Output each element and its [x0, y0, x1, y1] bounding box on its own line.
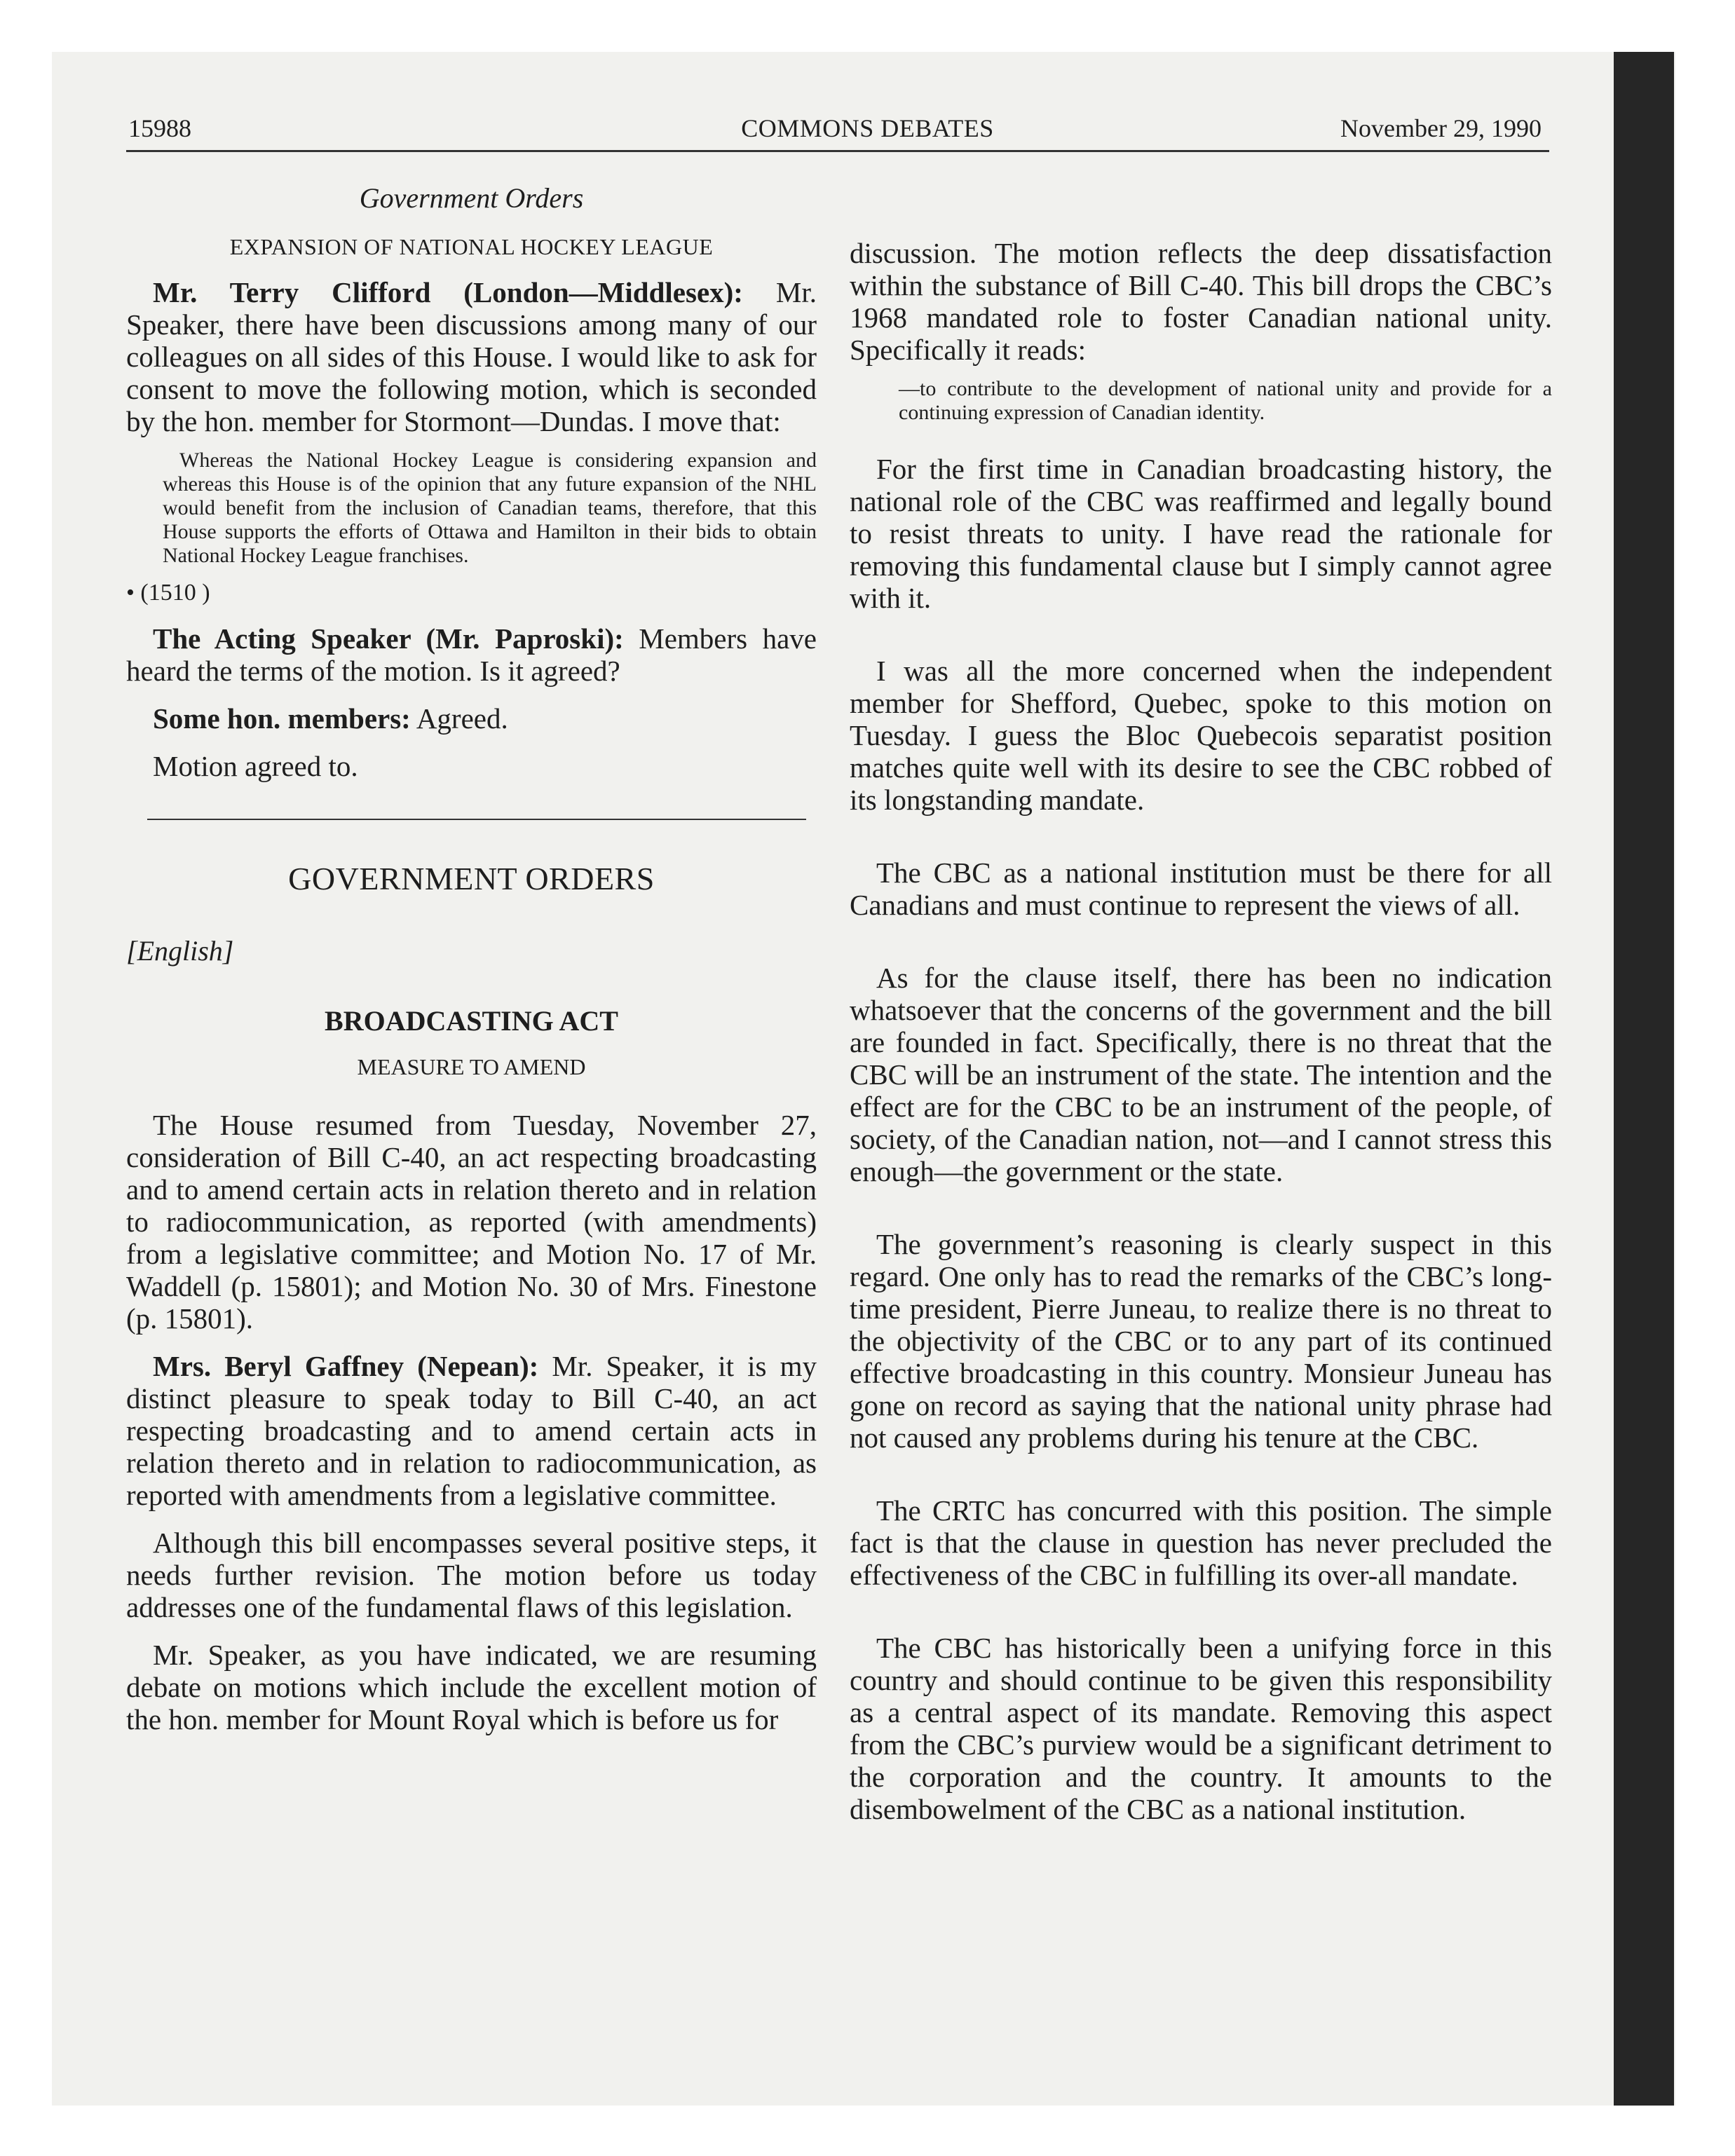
motion-result: Motion agreed to.	[153, 750, 358, 782]
speaker-name: Mr. Terry Clifford (London—Middlesex):	[153, 276, 743, 308]
scan-edge-bar	[1614, 52, 1674, 2106]
publication-title: COMMONS DEBATES	[741, 114, 994, 142]
paragraph-clause: As for the clause itself, there has been no indication whatsoever that the concerns of the government and the bill are founded in fact. Specifically, there is no threat that the CBC will be an instrument of the state. The intention and the effect are for the CBC to be an instrument of the people, of society, of the Canadian nation, not—and I cannot stress this enough—the government or the state.	[850, 962, 1552, 1187]
language-tag: [English]	[126, 935, 234, 967]
paragraph-reasoning: The government’s reasoning is clearly suspect in this regard. One only has to read the remarks of the CBC’s long-time president, Pierre Juneau, to realize there is no threat to the objectivity of the CBC or to any part of its continued effective broadcasting in this country. Monsieur Juneau has gone on record as saying that the national unity phrase had not caused any problems during his tenure at the CBC.	[850, 1228, 1552, 1454]
topic-heading: EXPANSION OF NATIONAL HOCKEY LEAGUE	[229, 234, 714, 259]
speech-acting-speaker	[126, 622, 817, 687]
left-column	[126, 181, 817, 1735]
page-number: 15988	[128, 114, 191, 142]
paragraph-crtc: The CRTC has concurred with this position. The simple fact is that the clause in question has never precluded the effectiveness of the CBC in fulfilling its over-all mandate.	[850, 1494, 1552, 1591]
main-heading: GOVERNMENT ORDERS	[288, 861, 655, 896]
act-heading: BROADCASTING ACT	[325, 1005, 618, 1037]
mandate-quote: —to contribute to the development of national unity and provide for a continuing expression of Canadian identity.	[899, 377, 1552, 424]
speech-text: Mr. Speaker, it is my distinct pleasure to speak today to Bill C-40, an act respecting broadcasting and to amend certain acts in relation thereto and in relation to radiocommunication, as reported with amendments from a legislative committee.	[126, 1350, 817, 1511]
speech-text: Mr. Speaker, there have been discussions among many of our colleagues on all sides of this House. I would like to ask for consent to move the following motion, which is seconded by the hon. member for Stormont—Dundas. I move that:	[126, 276, 817, 437]
speech-gaffney	[126, 1350, 817, 1511]
publication-date: November 29, 1990	[1340, 114, 1542, 142]
time-marker: • (1510 )	[126, 580, 210, 606]
speech-text: Agreed.	[410, 702, 508, 735]
header-rule	[126, 150, 1549, 152]
paragraph-history: For the first time in Canadian broadcasting history, the national role of the CBC was reaffirmed and legally bound to resist threats to unity. I have read the rationale for removing this fundamental clause but I simply cannot agree with it.	[850, 453, 1552, 614]
resumed-paragraph: The House resumed from Tuesday, November 27, consideration of Bill C-40, an act respecting broadcasting and to amend certain acts in relation thereto and in relation to radiocommunication, as reported (with amendments) from a legislative committee; and Motion No. 17 of Mr. Waddell (p. 15801); and Motion No. 30 of Mrs. Finestone (p. 15801).	[126, 1109, 817, 1335]
paragraph-shefford: I was all the more concerned when the independent member for Shefford, Quebec, spoke to this motion on Tuesday. I guess the Bloc Quebecois separatist position matches quite well with its desire to see the CBC robbed of its longstanding mandate.	[850, 655, 1552, 816]
speech-text: Members have heard the terms of the motion. Is it agreed?	[126, 622, 817, 687]
paragraph-speaker: Mr. Speaker, as you have indicated, we are resuming debate on motions which include the excellent motion of the hon. member for Mount Royal which is before us for	[126, 1639, 817, 1735]
section-label: Government Orders	[359, 182, 584, 214]
paragraph-discussion: discussion. The motion reflects the deep dissatisfaction within the substance of Bill C-40. This bill drops the CBC’s 1968 mandated role to foster Canadian national unity. Specifically it reads:	[850, 237, 1552, 366]
speech-members	[126, 702, 817, 735]
right-column	[850, 237, 1552, 1825]
motion-quote: Whereas the National Hockey League is considering expansion and whereas this House is of the opinion that any future expansion of the NHL would benefit from the inclusion of Canadian teams, therefore, that this House supports the efforts of Ottawa and Hamilton in their bids to obtain National Hockey League franchises.	[163, 449, 817, 567]
speaker-name: Mrs. Beryl Gaffney (Nepean):	[153, 1350, 539, 1382]
act-subheading: MEASURE TO AMEND	[357, 1054, 586, 1079]
speaker-name: The Acting Speaker (Mr. Paproski):	[153, 622, 624, 655]
section-separator	[147, 819, 806, 820]
paragraph-although: Although this bill encompasses several positive steps, it needs further revision. The motion before us today addresses one of the fundamental flaws of this legislation.	[126, 1527, 817, 1623]
speaker-name: Some hon. members:	[153, 702, 411, 735]
paragraph-unifying-force: The CBC has historically been a unifying force in this country and should continue to be given this responsibility as a central aspect of its mandate. Removing this aspect from the CBC’s purview would be a significant detriment to the corporation and the country. It amounts to the disembowelment of the CBC as a national institution.	[850, 1632, 1552, 1825]
speech-clifford	[126, 276, 817, 437]
paragraph-national-institution: The CBC as a national institution must be there for all Canadians and must continue to represent the views of all.	[850, 857, 1552, 921]
